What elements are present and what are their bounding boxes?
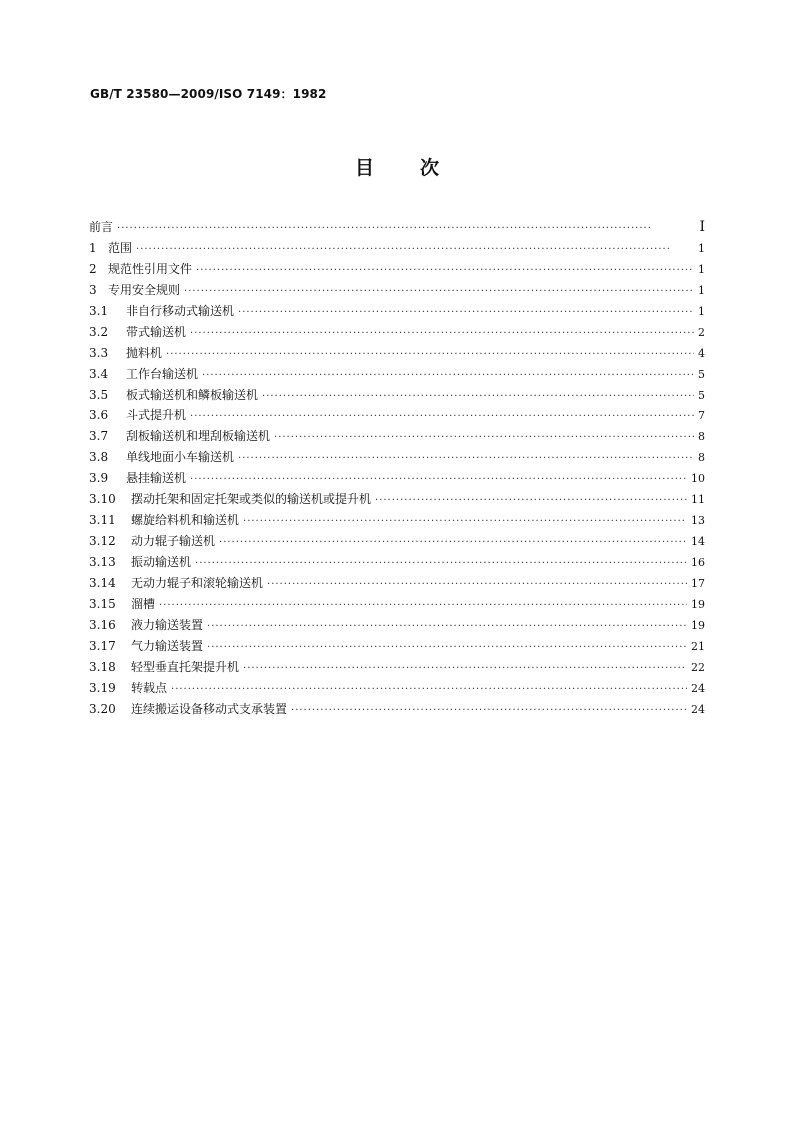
toc-entry-title: 抛料机 — [126, 345, 163, 360]
toc-entry-number: 3.8 — [89, 450, 109, 465]
toc-leader-dots — [274, 428, 694, 449]
toc-entry-page: 4 — [698, 346, 705, 360]
toc-leader-dots — [243, 512, 687, 533]
toc-entry-page: 13 — [691, 514, 705, 528]
toc-entry-number: 3.14 — [89, 575, 116, 590]
toc-entry-title: 液力输送装置 — [131, 617, 204, 632]
toc-entry-page: 16 — [691, 556, 705, 569]
toc-entry-number: 3.10 — [89, 492, 116, 507]
toc-entry-title: 范围 — [108, 240, 133, 255]
toc-leader-dots — [184, 282, 694, 303]
toc-entry-number: 3.4 — [89, 366, 109, 381]
toc-leader-dots — [219, 533, 687, 554]
toc-entry-title: 板式输送机和鳞板输送机 — [126, 387, 259, 402]
toc-leader-dots — [190, 407, 694, 428]
toc-entry-number: 3 — [89, 282, 97, 297]
toc-entry — [89, 615, 705, 636]
toc-entry-page: 8 — [698, 430, 705, 444]
toc-entry-page: 19 — [691, 597, 705, 611]
toc-entry-page: 1 — [698, 262, 705, 276]
toc-leader-dots — [262, 387, 694, 408]
toc-entry — [89, 343, 705, 364]
toc-entry — [89, 699, 705, 720]
toc-entry — [89, 573, 705, 594]
toc-entry — [89, 489, 705, 510]
toc-entry-page: 14 — [691, 535, 705, 549]
toc-entry-title: 工作台输送机 — [126, 366, 199, 381]
toc-entry-title: 振动输送机 — [131, 555, 192, 569]
toc-entry — [89, 657, 705, 678]
toc-entry-page: 24 — [691, 681, 705, 695]
toc-entry — [89, 259, 705, 280]
toc-entry — [89, 322, 705, 343]
toc-entry — [89, 364, 705, 385]
toc-entry — [89, 301, 705, 322]
toc-entry-page: 17 — [691, 576, 705, 590]
toc-entry-page: Ⅰ — [699, 219, 705, 235]
toc-entry-title: 螺旋给料机和输送机 — [131, 513, 240, 528]
toc-entry-title: 无动力辊子和滚轮输送机 — [131, 575, 264, 590]
toc-entry-number: 3.3 — [89, 345, 109, 360]
toc-leader-dots — [159, 596, 687, 617]
toc-entry — [89, 678, 705, 699]
toc-entry — [89, 468, 705, 489]
toc-leader-dots — [171, 680, 687, 701]
page-title — [0, 153, 794, 180]
toc-leader-dots — [190, 470, 687, 491]
toc-entry-number: 3.1 — [89, 303, 109, 318]
toc-entry-title: 斗式提升机 — [126, 408, 187, 423]
toc-entry-number: 3.6 — [89, 408, 109, 423]
toc-entry-number: 2 — [89, 261, 97, 276]
toc-entry-number: 3.12 — [89, 534, 116, 549]
toc-entry — [89, 552, 705, 573]
toc-entry-title: 悬挂输送机 — [126, 471, 187, 486]
toc-leader-dots — [375, 491, 687, 512]
standard-header: GB/T 23580—2009/ISO 7149：1982 — [90, 87, 327, 101]
toc-entry-page: 8 — [698, 451, 705, 465]
toc-entry-title: 规范性引用文件 — [108, 261, 193, 276]
toc-entry — [89, 238, 705, 259]
toc-entry-page: 1 — [698, 241, 705, 255]
toc-entry-page: 11 — [691, 493, 705, 507]
toc-entry-title: 专用安全规则 — [108, 282, 181, 297]
toc-leader-dots — [202, 366, 694, 387]
toc-entry — [89, 217, 705, 238]
toc-entry-page: 22 — [691, 660, 705, 674]
toc-entry-title: 溜槽 — [131, 596, 156, 611]
toc-entry-page: 24 — [691, 702, 705, 716]
toc-entry-page: 1 — [698, 304, 705, 318]
toc-entry — [89, 447, 705, 468]
toc-leader-dots — [166, 345, 694, 366]
toc-entry — [89, 280, 705, 301]
title-part-1: 目 — [354, 157, 374, 179]
toc-entry-number: 3.13 — [89, 555, 116, 569]
toc-entry — [89, 426, 705, 447]
toc-entry-title: 带式输送机 — [126, 324, 187, 339]
toc-entry-number: 3.19 — [89, 680, 116, 695]
toc-leader-dots — [238, 303, 694, 324]
toc-entry-page: 10 — [691, 472, 705, 486]
toc-leader-dots — [207, 638, 687, 659]
toc-entry-number: 3.2 — [89, 324, 109, 339]
title-part-2: 次 — [420, 157, 440, 179]
toc-entry-page: 21 — [691, 639, 705, 653]
toc-entry-title: 非自行移动式输送机 — [126, 303, 235, 318]
toc-entry-page: 5 — [698, 388, 705, 402]
toc-entry-number: 1 — [89, 240, 97, 255]
toc-entry — [89, 385, 705, 406]
toc-entry-title: 刮板输送机和埋刮板输送机 — [126, 429, 271, 444]
toc-entry-title: 气力输送装置 — [131, 638, 204, 653]
toc-entry-title: 轻型垂直托架提升机 — [131, 659, 240, 674]
toc-entry-number: 3.9 — [89, 471, 109, 486]
toc-leader-dots — [196, 261, 694, 282]
toc-entry — [89, 405, 705, 426]
table-of-contents — [89, 217, 705, 720]
toc-entry — [89, 510, 705, 531]
toc-entry-title: 转载点 — [131, 680, 168, 695]
toc-leader-dots — [267, 575, 687, 596]
toc-leader-dots — [207, 617, 687, 638]
toc-leader-dots — [136, 240, 694, 261]
toc-entry-page: 7 — [698, 409, 705, 423]
toc-entry-number: 3.15 — [89, 596, 116, 611]
toc-entry-number: 3.16 — [89, 617, 116, 632]
toc-entry-number: 3.18 — [89, 659, 116, 674]
toc-leader-dots — [243, 659, 687, 680]
toc-entry — [89, 531, 705, 552]
toc-leader-dots — [190, 324, 694, 345]
toc-entry-number: 3.17 — [89, 638, 116, 653]
toc-entry-number: 3.7 — [89, 429, 109, 444]
toc-entry-title: 前言 — [89, 220, 114, 234]
toc-entry-page: 1 — [698, 283, 705, 297]
toc-entry — [89, 594, 705, 615]
toc-leader-dots — [195, 554, 687, 575]
toc-entry-number: 3.5 — [89, 387, 109, 402]
toc-entry-page: 2 — [698, 325, 705, 339]
toc-leader-dots — [117, 219, 695, 240]
toc-entry-number: 3.20 — [89, 701, 116, 716]
toc-entry-title: 单线地面小车输送机 — [126, 450, 235, 465]
toc-entry — [89, 636, 705, 657]
toc-entry-number: 3.11 — [89, 513, 116, 528]
toc-leader-dots — [291, 701, 687, 722]
toc-entry-page: 5 — [698, 367, 705, 381]
toc-entry-title: 动力辊子输送机 — [131, 534, 216, 549]
toc-leader-dots — [238, 449, 694, 470]
toc-entry-title: 摆动托架和固定托架或类似的输送机或提升机 — [131, 492, 372, 507]
toc-entry-title: 连续搬运设备移动式支承装置 — [131, 701, 288, 716]
toc-entry-page: 19 — [691, 618, 705, 632]
